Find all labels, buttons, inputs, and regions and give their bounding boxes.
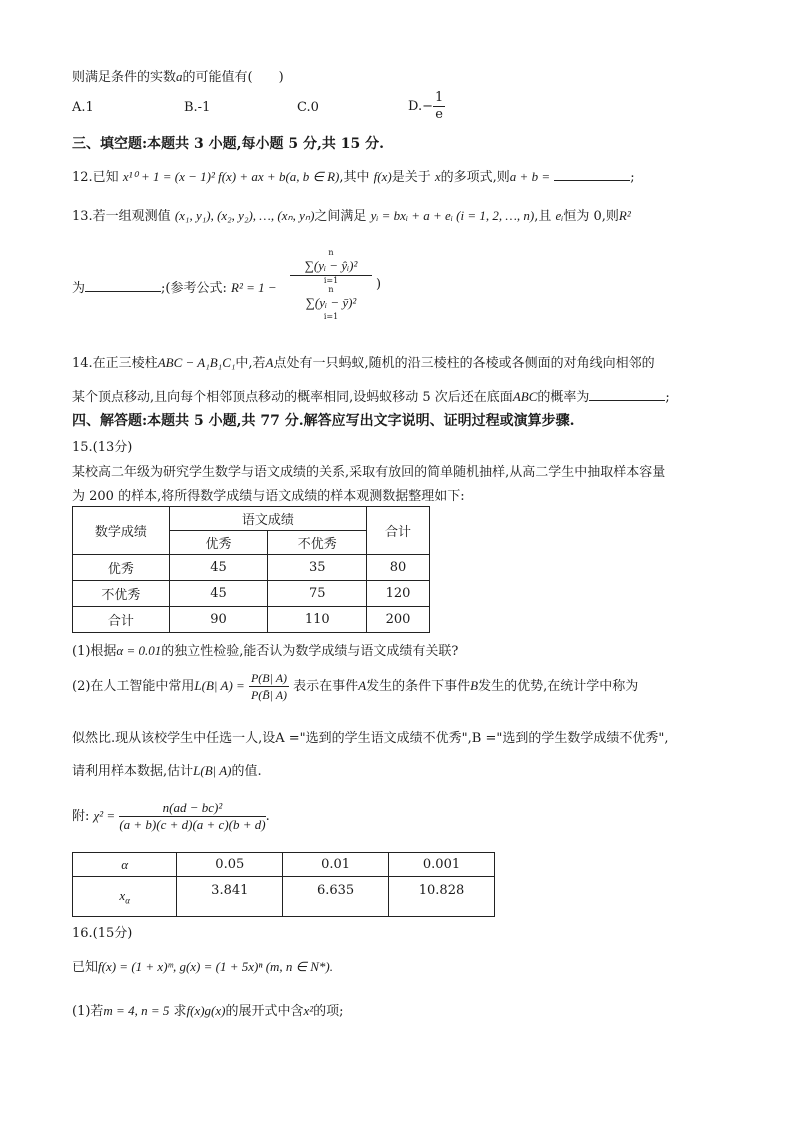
- q15-part1: (1)根据α = 0.01的独立性检验,能否认为数学成绩与语文成绩有关联?: [72, 643, 459, 659]
- q13-close: ): [376, 277, 382, 292]
- q15-part2-line3: 请利用样本数据,估计L(B| A)的值.: [72, 763, 262, 779]
- q15-data-table: [72, 506, 430, 633]
- q14-line1: 14.在正三棱柱ABC − A₁B₁C₁中,若A点处有一只蚂蚁,随机的沿三棱柱的各棱或各侧面的对角线向相邻的: [72, 355, 655, 371]
- q15-appendix: 附: χ² = $\frac{\text{n(ad − bc)²}}{(a + b)(c + d)(a + c)(b + d)}$ .: [72, 800, 270, 832]
- q12: 12.已知 x¹⁰ + 1 = (x − 1)² f(x) + ax + b(a, b ∈ R),其中 f(x)是关于 x的多项式,则a + b = ;: [72, 169, 635, 185]
- section-4-heading: 四、解答题:本题共 5 小题,共 77 分.解答应写出文字说明、证明过程或演算步骤.: [72, 413, 575, 429]
- table-header-excellent: 优秀: [169, 531, 268, 555]
- q11-option-c: C.0: [297, 100, 319, 115]
- q14-line2: 某个顶点移动,且向每个相邻顶点移动的概率相同,设蚂蚁移动 5 次后还在底面ABC的概率为 ;: [72, 389, 670, 405]
- q16-header: 16.(15分): [72, 926, 133, 941]
- table-header-chinese: 语文成绩: [169, 507, 366, 531]
- chi-square-fraction: $\frac{\text{n(ad − bc)²}}{(a + b)(c + d)(a + c)(b + d)}$: [119, 800, 266, 832]
- crit-alpha-header: α: [73, 853, 177, 877]
- q11-stem: 则满足条件的实数a的可能值有( ): [72, 69, 284, 85]
- table-header-total: 合计: [367, 507, 430, 555]
- table-header-math: 数学成绩: [73, 507, 170, 555]
- section-3-heading: 三、填空题:本题共 3 小题,每小题 5 分,共 15 分.: [72, 136, 384, 152]
- q13-answer-blank[interactable]: [85, 279, 161, 292]
- q15-part2-line1: (2)在人工智能中常用L(B| A) = $\frac{P(B| A)}{P(B̄| A)}$ 表示在事件A发生的条件下事件B发生的优势,在统计学中称为: [72, 671, 639, 702]
- table-row: 不优秀 45 75 120: [73, 581, 430, 607]
- q15-para1: 某校高二年级为研究学生数学与语文成绩的关系,采取有放回的简单随机抽样,从高二学生中抽取样本容量: [72, 465, 666, 480]
- q13-line2: 为 ;(参考公式: R² = 1 −: [72, 280, 277, 296]
- q13-formula-fraction: n ∑(yᵢ − ŷᵢ)² i=1 n ∑(yᵢ − ȳ)² i=1: [290, 248, 372, 321]
- likelihood-ratio-fraction: $\frac{P(B| A)}{P(B̄| A)}$: [250, 671, 288, 702]
- q15-para2: 为 200 的样本,将所得数学成绩与语文成绩的样本观测数据整理如下:: [72, 489, 465, 504]
- q13-line1: 13.若一组观测值 (x₁, y₁), (x₂, y₂), …, (xₙ, yₙ)之间满足 yᵢ = bxᵢ + a + eᵢ (i = 1, 2, …, n),且 eᵢ恒为 0,则R²: [72, 208, 631, 224]
- q11-option-b: B.-1: [184, 100, 211, 115]
- q14-answer-blank[interactable]: [589, 388, 665, 401]
- crit-x-header: $x_\alpha$: [73, 877, 177, 917]
- q11-option-d: D.− $\frac{1}{e}$: [408, 90, 444, 122]
- table-row: 优秀 45 35 80: [73, 555, 430, 581]
- q12-answer-blank[interactable]: [554, 168, 630, 181]
- q11-option-a: A.1: [72, 100, 94, 115]
- table-header-not-excellent: 不优秀: [268, 531, 367, 555]
- q11-option-d-fraction: $\frac{1}{e}$: [434, 90, 444, 122]
- q15-critical-value-table: α 0.05 0.01 0.001 $x_\alpha$ 3.841 6.635 10.828: [72, 852, 495, 917]
- table-row: 合计 90 110 200: [73, 607, 430, 633]
- q15-header: 15.(13分): [72, 440, 133, 455]
- q16-part1: (1)若m = 4, n = 5 求f(x)g(x)的展开式中含x²的项;: [72, 1003, 344, 1019]
- q15-part2-line2: 似然比.现从该校学生中任选一人,设A ="选到的学生语文成绩不优秀",B ="选到的学生数学成绩不优秀",: [72, 731, 669, 746]
- q16-given: 已知f(x) = (1 + x)ᵐ, g(x) = (1 + 5x)ⁿ (m, n ∈ N*).: [72, 959, 333, 975]
